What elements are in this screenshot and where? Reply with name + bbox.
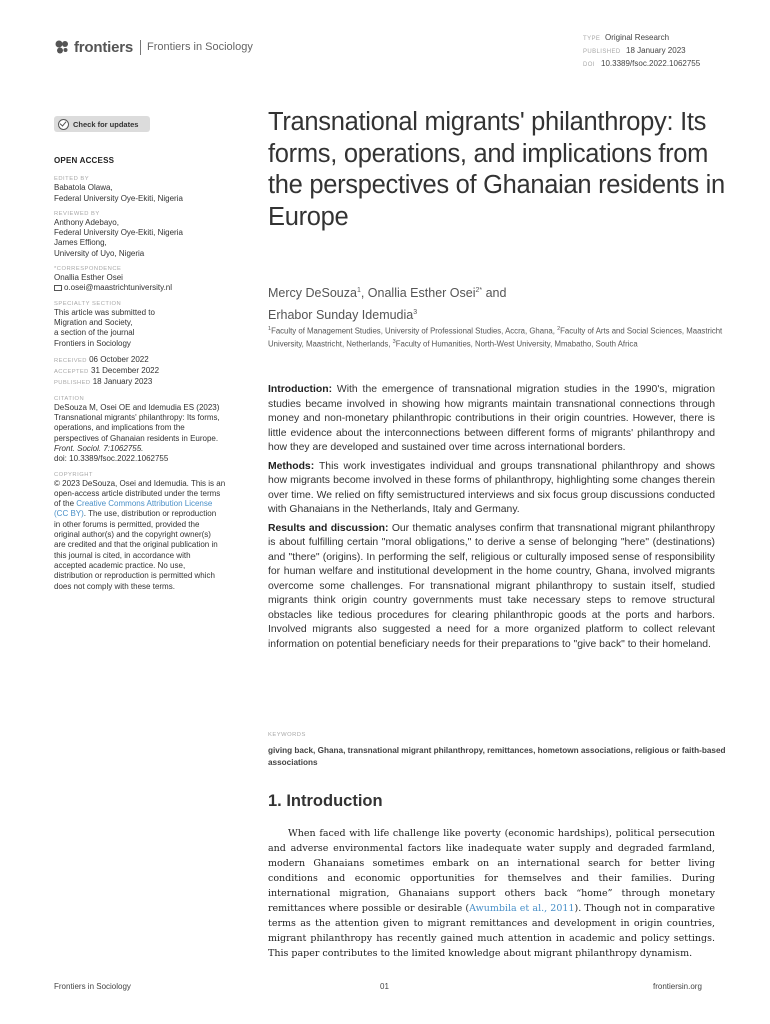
reviewed-by-label: REVIEWED BY [54,210,100,217]
author-name[interactable]: Erhabor Sunday Idemudia [268,308,414,323]
article-dates [54,355,254,389]
keywords: giving back, Ghana, transnational migrant philanthropy, remittances, hometown associations, religious or faith-based associations [268,746,726,768]
abstract-introduction: Introduction: With the emergence of transnational migration studies in the 1990's, migration studies became involved in showing how migrants maintain transnational connections through money and non-monetary philanthropic contributions in their origin countries. However, there is little evidence about the interconnections between different forms of migrants' philanthropy and how they are developed and sustained over time across international borders. [268,384,715,453]
open-access-label: OPEN ACCESS [54,156,115,165]
correspondence-name: Onallia Esther Osei [54,273,123,283]
date-published: PUBLISHED 18 January 2023 [54,377,153,387]
copyright-label: COPYRIGHT [54,471,93,478]
citation-label: CITATION [54,395,85,402]
copyright-text: © 2023 DeSouza, Osei and Idemudia. This is an open-access article distributed under the terms of the Creative Commons Attribution License (CC BY). The use, distribution or reproduction in other forums is permitted, provided the original author(s) and the copyright owner(s) are credited and that the original publication in this journal is cited, in accordance with accepted academic practice. No use, distribution or reproduction is permitted which does not comply with these terms. [54,478,226,591]
brand-name: frontiers [74,38,134,56]
article-meta [583,32,700,72]
date-received: RECEIVED 06 October 2022 [54,354,149,364]
edited-by-label: EDITED BY [54,176,90,183]
cc-by-link[interactable]: (CC BY) [54,509,84,519]
citation-text: DeSouza M, Osei OE and Idemudia ES (2023) Transnational migrants' philanthropy: Its forms, operations, and implications from the perspectives of Ghanaian residents in Europe. Front. Sociol. 7:1062755. doi: 10.3389/fsoc.2022.1062755 [54,402,220,464]
editor-info: Babatola Olawa, Federal University Oye-Ekiti, Nigeria [54,183,183,203]
reviewer-info: Anthony Adebayo, Federal University Oye-Ekiti, Nigeria James Effiong, University of Uyo, Nigeria [54,217,183,258]
journal-brand [54,37,253,57]
check-for-updates-button[interactable]: Check for updates [54,116,150,132]
meta-doi[interactable]: DOI 10.3389/fsoc.2022.1062755 [583,59,701,69]
author-list: Mercy DeSouza$^1$, Onallia Esther Osei$^{2*}$ and Erhabor Sunday Idemudia$^3$ [268,286,507,323]
author-name[interactable]: Onallia Esther Osei [367,286,476,301]
author-name[interactable]: Mercy DeSouza [268,286,357,301]
correspondence-email[interactable]: o.osei@maastrichtuniversity.nl [64,283,173,293]
abstract-results: Results and discussion: Our thematic analyses confirm that transnational migrant philanthropy is about fulfilling certain "moral obligations," to derive a sense of belonging "here" (destinations) and "there" (origins). In performing the self, religious or culturally imposed sense of responsibility for human welfare and institutional development in the home country, Ghana, involved migrants overcome some challenges. For transnational migrant philanthropy to sustain itself, studied migrants think origin country governments must take necessary steps to remove structural obstacles like tedious procedures for clearing philanthropic goods at the ports and harbors. Involved migrants also suggested a need for a more organized platform to collect relevant information on potential beneficiary needs for their preparations to "give back" to their homeland. [268,522,715,650]
keywords-label: KEYWORDS [268,732,306,738]
abstract [268,383,715,656]
citation-link[interactable]: Awumbila et al., 2011 [469,903,575,914]
footer-website-link[interactable]: frontiersin.org [653,982,702,991]
email-icon [54,285,62,291]
footer-journal: Frontiers in Sociology [54,982,131,991]
specialty-section-label: SPECIALTY SECTION [54,300,122,307]
correspondence-email-row[interactable] [54,283,254,293]
journal-name: Frontiers in Sociology [147,41,253,53]
meta-type: TYPE Original Research [583,33,670,42]
meta-published: PUBLISHED 18 January 2023 [583,46,686,56]
introduction-paragraph: When faced with life challenge like poverty (economic hardships), political persecution and adverse environmental factors like inadequate water supply and degraded farmland, modern Ghanaians sometimes embark on an international search for better living conditions and economic opportunities for themselves and their families. During international migration, Ghanaians support others back “home” through monetary remittances where possible or desirable (Awumbila et al., 2011). Though not in comparative terms as the attention given to migrant remittances and development in origin countries, migrant philanthropy has recently gained much attention in academic and policy settings. This paper contributes to the limited knowledge about migrant philanthropy dynamism. [268,828,715,959]
specialty-section: This article was submitted to Migration and Society, a section of the journal Frontiers in Sociology [54,307,155,348]
cc-license-link[interactable]: Creative Commons Attribution License [76,499,213,509]
page-number: 01 [380,982,389,991]
date-accepted: ACCEPTED 31 December 2022 [54,366,160,376]
affiliations: $^1$Faculty of Management Studies, University of Professional Studies, Accra, Ghana, $^2$Faculty of Arts and Social Sciences, Maastricht University, Maastricht, Netherlands, $^3$Faculty of Humanities, North-West University, Mmabatho, South Africa [268,326,723,349]
brand-divider [140,40,141,55]
article-sidebar [54,156,254,592]
article-title: Transnational migrants' philanthropy: Its forms, operations, and implications from the perspectives of Ghanaian residents in Europe [268,108,725,231]
correspondence-label: *CORRESPONDENCE [54,266,122,273]
frontiers-logo-icon [54,39,70,55]
abstract-methods: Methods: This work investigates individual and groups transnational philanthropy and shows how migrants become involved in these forms of philanthropy, highlighting some changes therein over time. We relied on fifty semistructured interviews and six focus group discussions conducted with Ghanaians in the Netherlands, Italy and Germany. [268,460,716,515]
section-heading-introduction: 1. Introduction [268,792,383,810]
check-updates-icon [58,119,69,130]
